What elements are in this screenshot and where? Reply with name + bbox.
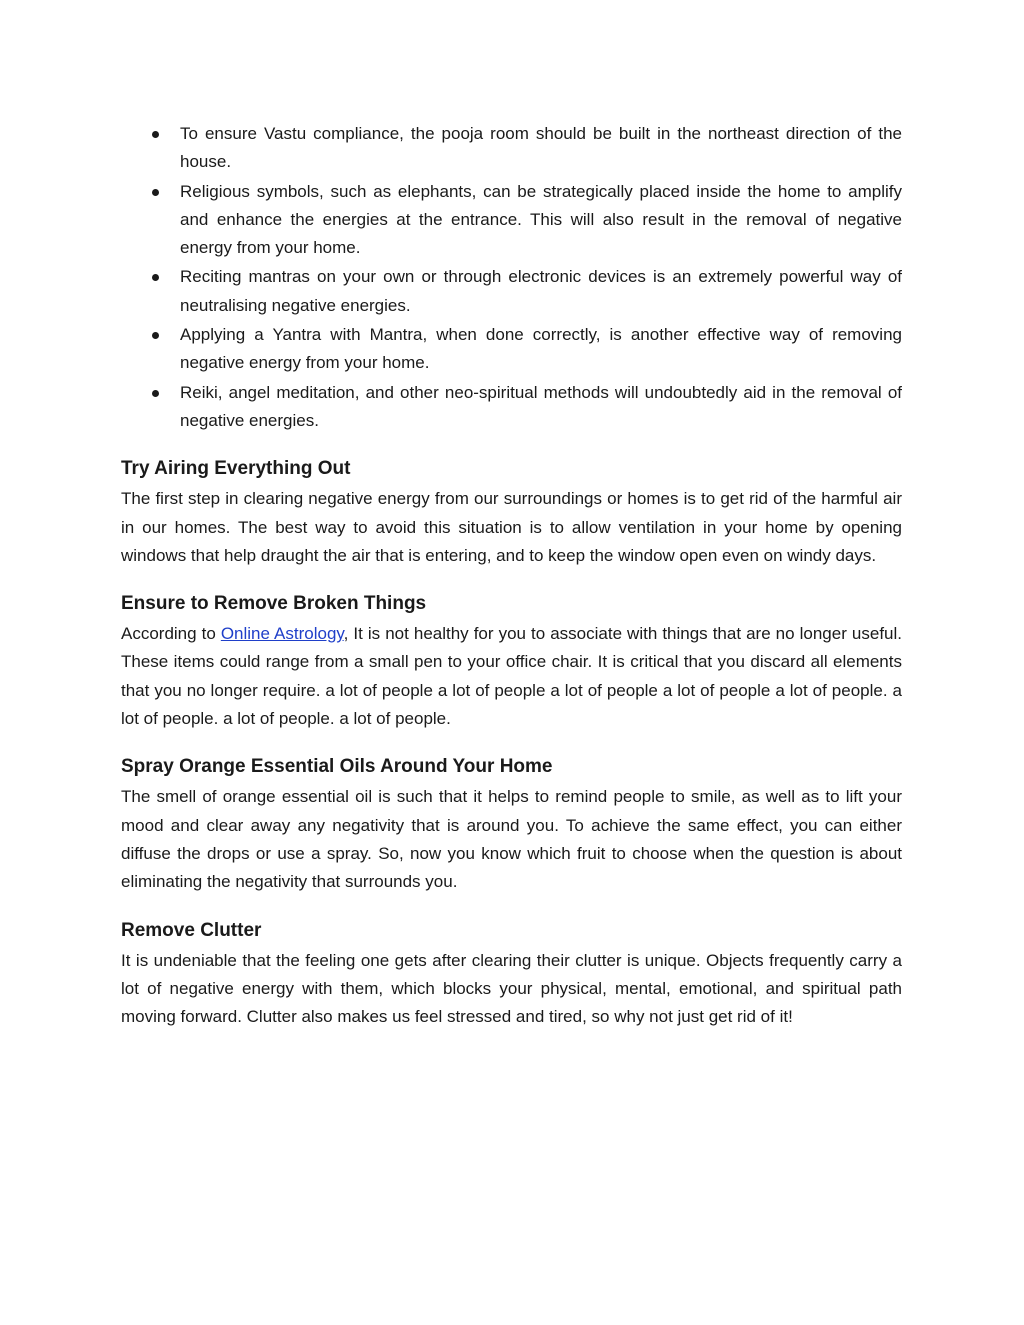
- section-heading: Ensure to Remove Broken Things: [121, 593, 427, 615]
- list-item: [121, 178, 902, 263]
- section-heading: Remove Clutter: [121, 919, 262, 941]
- list-item-text: To ensure Vastu compliance, the pooja room should be built in the northeast direction of the house.: [180, 124, 902, 172]
- section-paragraph: [121, 620, 902, 733]
- list-item-text: Applying a Yantra with Mantra, when done correctly, is another effective way of removing negative energy from your home.: [180, 325, 902, 373]
- section-clutter: [121, 915, 902, 1032]
- document-page: [121, 120, 902, 1031]
- section-airing: [121, 453, 902, 570]
- list-item: [121, 379, 902, 436]
- bullet-icon: [152, 189, 159, 196]
- section-paragraph: It is undeniable that the feeling one gets after clearing their clutter is unique. Objects frequently carry a lot of negative energy with them, which blocks your physical, mental, emotional, and spiritual path moving forward. Clutter also makes us feel stressed and tired, so why not just get rid of it!: [121, 950, 902, 1027]
- paragraph-text-before-link: According to: [121, 624, 221, 644]
- bullet-icon: [152, 274, 159, 281]
- list-item: [121, 321, 902, 378]
- bullet-icon: [152, 131, 159, 138]
- list-item: [121, 120, 902, 177]
- section-heading: Spray Orange Essential Oils Around Your Home: [121, 756, 553, 778]
- section-broken-things: [121, 588, 902, 733]
- list-item-text: Religious symbols, such as elephants, can be strategically placed inside the home to amplify and enhance the energies at the entrance. This will also result in the removal of negative energy from your home.: [180, 181, 902, 258]
- bullet-list: [121, 120, 902, 435]
- section-paragraph: The smell of orange essential oil is such that it helps to remind people to smile, as well as to lift your mood and clear away any negativity that is around you. To achieve the same effect, you can either diffuse the drops or use a spray. So, now you know which fruit to choose when the question is about eliminating the negativity that surrounds you.: [121, 787, 902, 892]
- online-astrology-link[interactable]: Online Astrology: [220, 624, 344, 644]
- list-item-text: Reiki, angel meditation, and other neo-spiritual methods will undoubtedly aid in the removal of negative energies.: [180, 382, 902, 430]
- bullet-icon: [152, 332, 159, 339]
- section-heading: Try Airing Everything Out: [121, 458, 351, 480]
- section-orange-oils: [121, 751, 902, 896]
- bullet-icon: [152, 390, 159, 397]
- section-paragraph: The first step in clearing negative energy from our surroundings or homes is to get rid of the harmful air in our homes. The best way to avoid this situation is to allow ventilation in your home by opening windows that help draught the air that is entering, and to keep the window open even on windy days.: [121, 489, 902, 565]
- paragraph-text-after-link: , It is not healthy for you to associate with things that are no longer useful. These items could range from a small pen to your office chair. It is critical that you discard all elements that you no longer require. a lot of people a lot of people a lot of people a lot of people a lot of people. a lot of people. a lot of people. a lot of people.: [121, 624, 902, 729]
- list-item-text: Reciting mantras on your own or through electronic devices is an extremely powerful way of neutralising negative energies.: [180, 267, 902, 315]
- list-item: [121, 263, 902, 320]
